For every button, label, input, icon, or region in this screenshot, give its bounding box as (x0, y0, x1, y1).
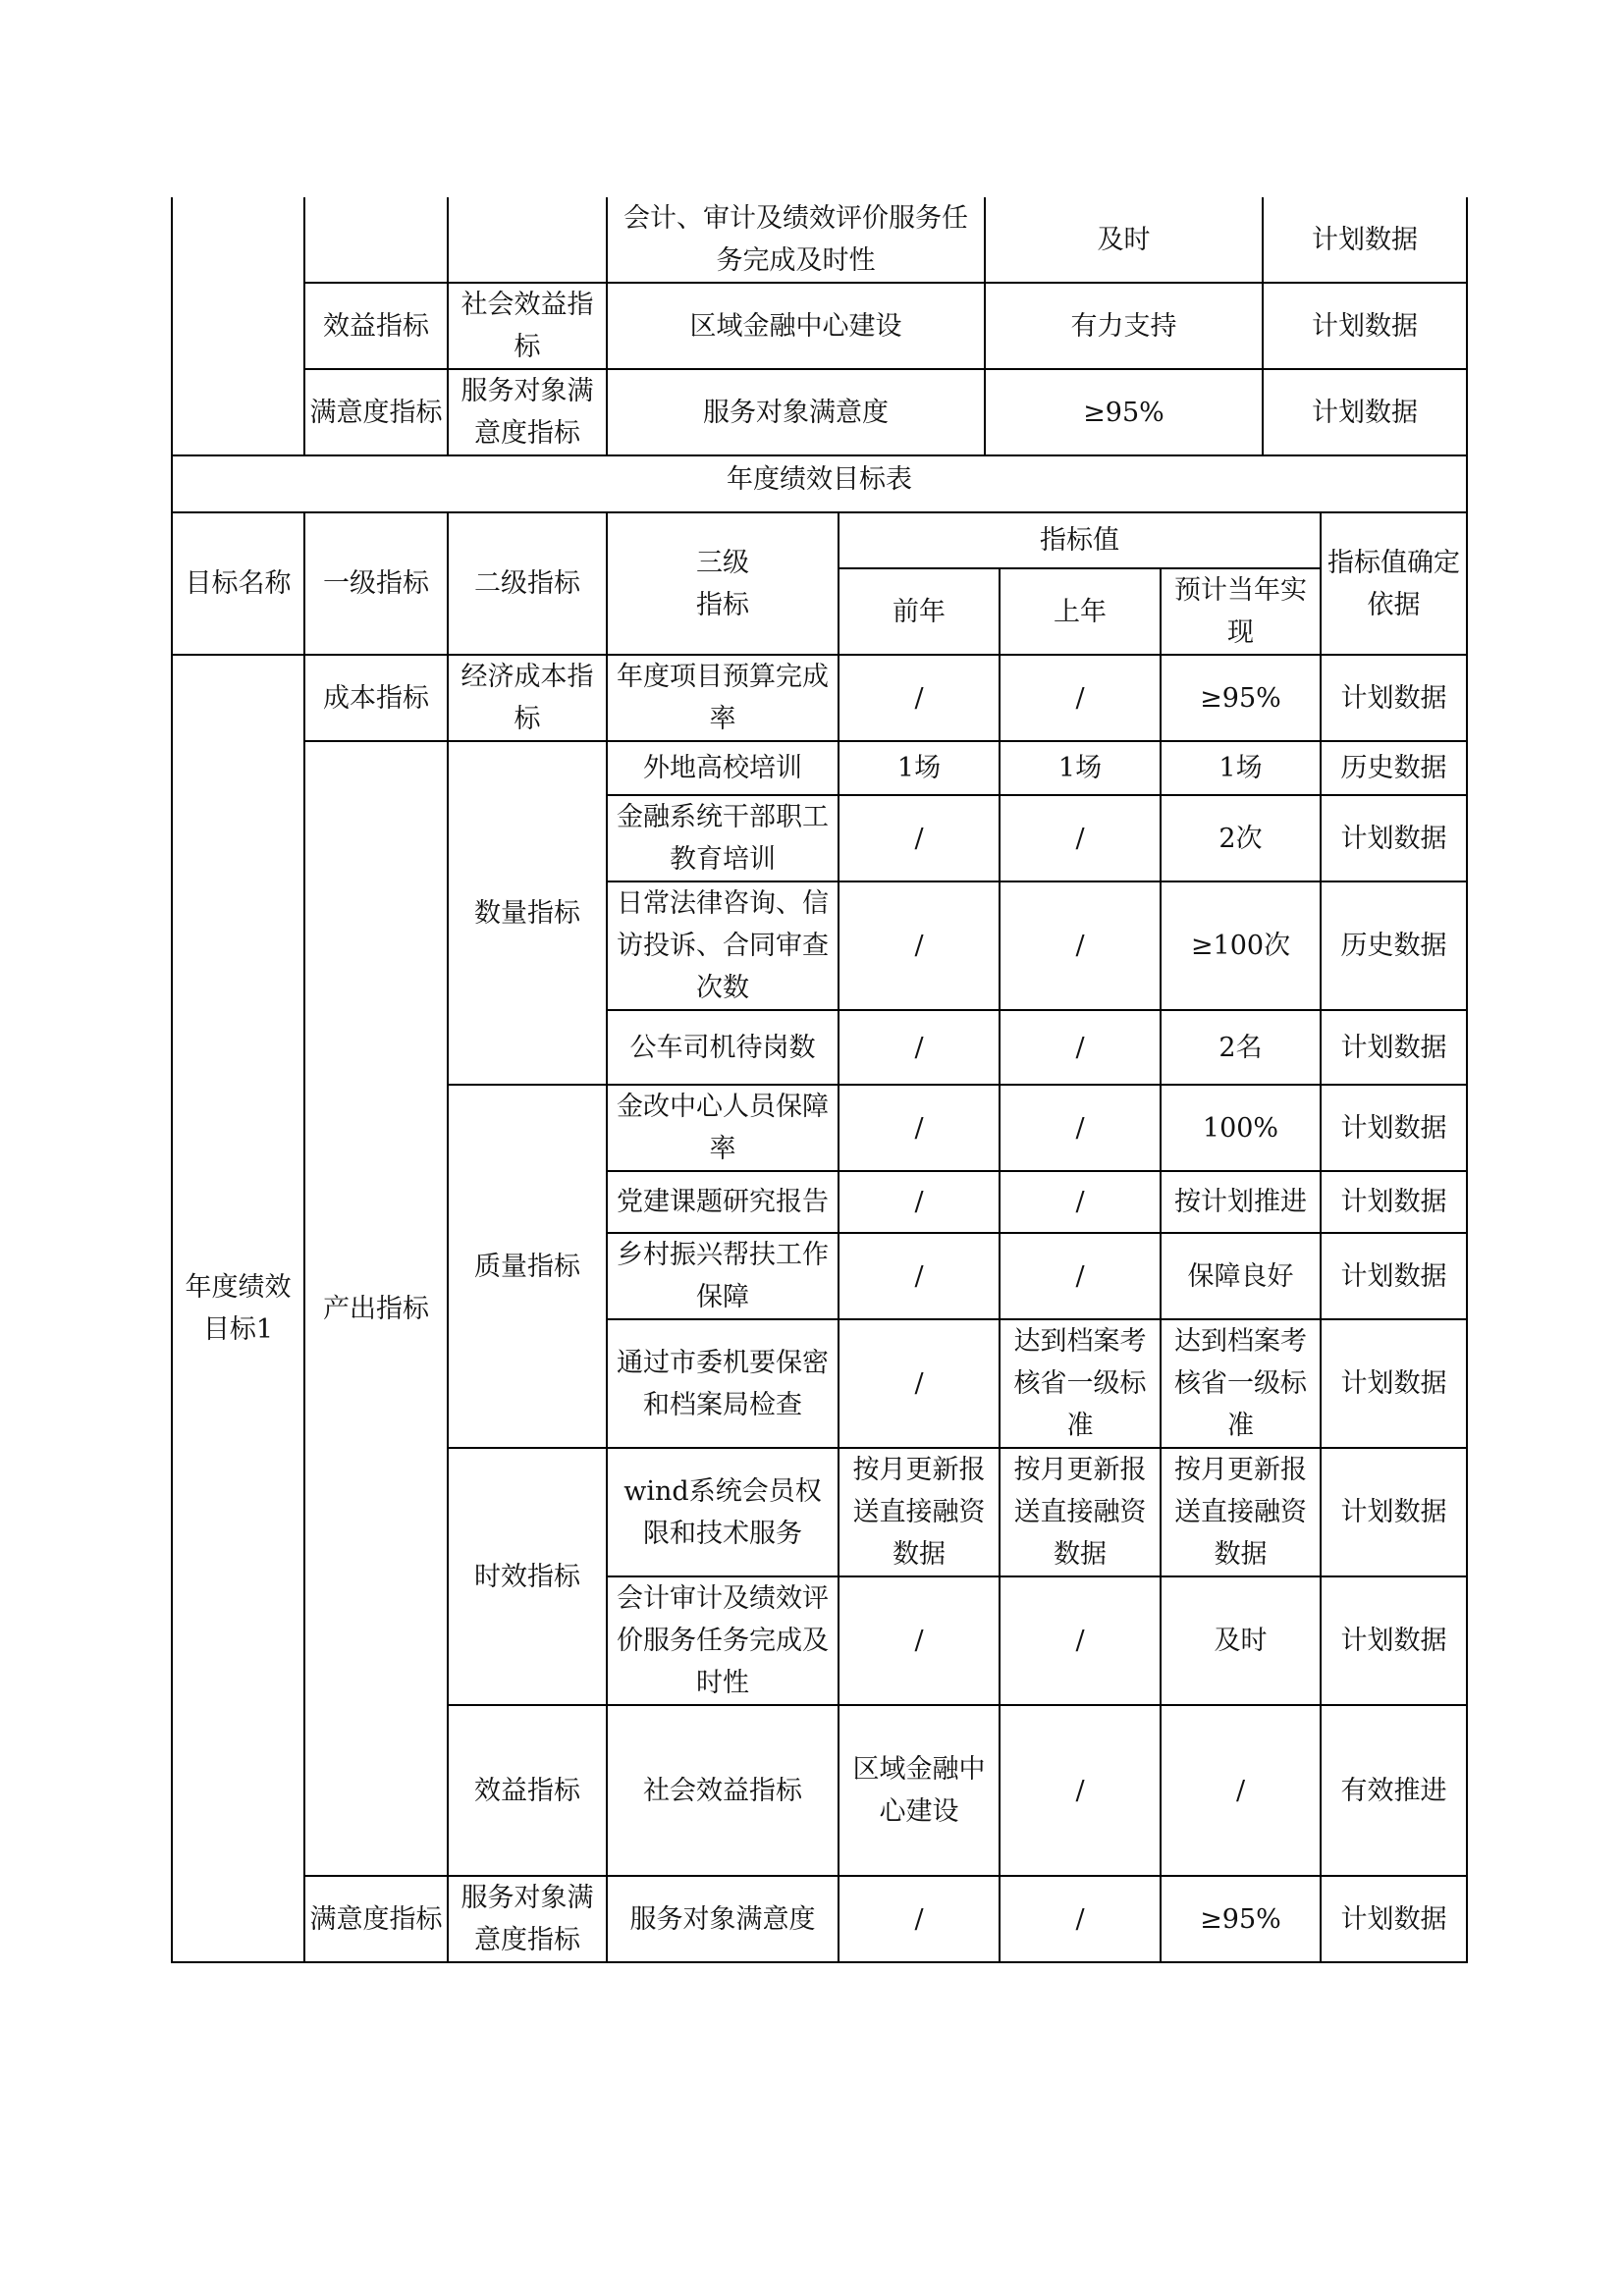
level2-cell: 质量指标 (448, 1085, 607, 1448)
indicator-name: 金改中心人员保障率 (607, 1085, 839, 1171)
indicator-name: 区域金融中心建设 (839, 1705, 1000, 1876)
last-value: 达到档案考核省一级标准 (1000, 1319, 1161, 1448)
table-cell: 及时 (985, 197, 1263, 283)
expected-value: 按月更新报送直接融资数据 (1161, 1448, 1321, 1576)
last-value: / (1000, 1576, 1161, 1705)
last-value: / (1000, 1010, 1161, 1085)
prev-value: / (839, 1876, 1000, 1962)
level2-cell: 时效指标 (448, 1448, 607, 1705)
table-row (172, 369, 1467, 455)
last-value: / (1000, 1085, 1161, 1171)
indicator-name: 外地高校培训 (607, 741, 839, 795)
table-row (172, 283, 1467, 369)
basis-value: 计划数据 (1321, 1576, 1467, 1705)
basis-value: 计划数据 (1321, 1171, 1467, 1233)
header-level3: 三级 指标 (607, 512, 839, 655)
basis-value: 历史数据 (1321, 741, 1467, 795)
basis-value: 计划数据 (1321, 1319, 1467, 1448)
indicator-name: 乡村振兴帮扶工作保障 (607, 1233, 839, 1319)
header-row (172, 512, 1467, 568)
last-value: / (1000, 795, 1161, 881)
table-cell: 满意度指标 (304, 369, 448, 455)
header-goal-name: 目标名称 (172, 512, 304, 655)
level1-cell: 效益指标 (448, 1705, 607, 1876)
last-value: / (1000, 655, 1161, 741)
header-basis: 指标值确定依据 (1321, 512, 1467, 655)
basis-value: 计划数据 (1321, 1876, 1467, 1962)
table-cell: 区域金融中心建设 (607, 283, 985, 369)
prev-value: / (839, 881, 1000, 1010)
expected-value: ≥100次 (1161, 881, 1321, 1010)
table-title: 年度绩效目标表 (172, 448, 1467, 512)
indicator-name: 会计审计及绩效评价服务任务完成及时性 (607, 1576, 839, 1705)
prev-value: / (839, 1085, 1000, 1171)
indicator-name: 金融系统干部职工教育培训 (607, 795, 839, 881)
prev-value: / (839, 1319, 1000, 1448)
basis-value: 计划数据 (1321, 1233, 1467, 1319)
level2-cell: 经济成本指标 (448, 655, 607, 741)
basis-value: 计划数据 (1321, 1448, 1467, 1576)
prev-value: / (839, 1576, 1000, 1705)
table-cell: 服务对象满意度指标 (448, 369, 607, 455)
basis-value: 计划数据 (1321, 1010, 1467, 1085)
table-cell: 计划数据 (1263, 283, 1467, 369)
table-cell: 有力支持 (985, 283, 1263, 369)
basis-value: 计划数据 (1321, 1085, 1467, 1171)
basis-value: 计划数据 (1321, 795, 1467, 881)
header-last-year: 上年 (1000, 568, 1161, 655)
table-cell: 计划数据 (1263, 369, 1467, 455)
table-row (172, 1876, 1467, 1962)
prev-value: / (839, 795, 1000, 881)
prev-value: / (1000, 1705, 1161, 1876)
header-level2: 二级指标 (448, 512, 607, 655)
indicator-name: 公车司机待岗数 (607, 1010, 839, 1085)
prev-value: 按月更新报送直接融资数据 (839, 1448, 1000, 1576)
expected-value: 按计划推进 (1161, 1171, 1321, 1233)
level1-cell: 满意度指标 (304, 1876, 448, 1962)
last-value: / (1161, 1705, 1321, 1876)
table-cell (448, 197, 607, 283)
basis-value: 历史数据 (1321, 881, 1467, 1010)
goal-label-cell: 年度绩效目标1 (172, 655, 304, 1962)
last-value: / (1000, 1876, 1161, 1962)
table-cell: 会计、审计及绩效评价服务任务完成及时性 (607, 197, 985, 283)
prev-value: / (839, 1233, 1000, 1319)
last-value: / (1000, 881, 1161, 1010)
indicator-name: 年度项目预算完成率 (607, 655, 839, 741)
level1-cell: 产出指标 (304, 741, 448, 1876)
last-value: 1场 (1000, 741, 1161, 795)
header-level1: 一级指标 (304, 512, 448, 655)
header-expected: 预计当年实现 (1161, 568, 1321, 655)
expected-value: 2名 (1161, 1010, 1321, 1085)
expected-value: 保障良好 (1161, 1233, 1321, 1319)
table-title-row (172, 448, 1467, 512)
expected-value: 有效推进 (1321, 1705, 1467, 1876)
last-value: / (1000, 1233, 1161, 1319)
header-value: 指标值 (839, 512, 1321, 568)
table-cell: 效益指标 (304, 283, 448, 369)
expected-value: 100% (1161, 1085, 1321, 1171)
prev-value: 1场 (839, 741, 1000, 795)
indicator-name: 党建课题研究报告 (607, 1171, 839, 1233)
last-value: 按月更新报送直接融资数据 (1000, 1448, 1161, 1576)
indicator-name: 服务对象满意度 (607, 1876, 839, 1962)
prev-value: / (839, 1171, 1000, 1233)
expected-value: ≥95% (1161, 655, 1321, 741)
table-row (172, 741, 1467, 795)
table-cell: 社会效益指标 (448, 283, 607, 369)
prev-value: / (839, 1010, 1000, 1085)
expected-value: ≥95% (1161, 1876, 1321, 1962)
level1-cell: 成本指标 (304, 655, 448, 741)
expected-value: 2次 (1161, 795, 1321, 881)
table-row (172, 655, 1467, 741)
level2-cell: 服务对象满意度指标 (448, 1876, 607, 1962)
indicator-name: 通过市委机要保密和档案局检查 (607, 1319, 839, 1448)
header-prev-year: 前年 (839, 568, 1000, 655)
table-cell: ≥95% (985, 369, 1263, 455)
level2-cell: 数量指标 (448, 741, 607, 1085)
table-cell: 计划数据 (1263, 197, 1467, 283)
indicator-name: wind系统会员权限和技术服务 (607, 1448, 839, 1576)
expected-value: 及时 (1161, 1576, 1321, 1705)
level2-cell: 社会效益指标 (607, 1705, 839, 1876)
table-cell: 服务对象满意度 (607, 369, 985, 455)
table-row (172, 197, 1467, 283)
expected-value: 达到档案考核省一级标准 (1161, 1319, 1321, 1448)
last-value: / (1000, 1171, 1161, 1233)
indicator-name: 日常法律咨询、信访投诉、合同审查次数 (607, 881, 839, 1010)
upper-table (171, 197, 1468, 456)
blank-cell (172, 197, 304, 455)
table-cell (304, 197, 448, 283)
prev-value: / (839, 655, 1000, 741)
basis-value: 计划数据 (1321, 655, 1467, 741)
performance-target-table (171, 448, 1468, 1963)
expected-value: 1场 (1161, 741, 1321, 795)
